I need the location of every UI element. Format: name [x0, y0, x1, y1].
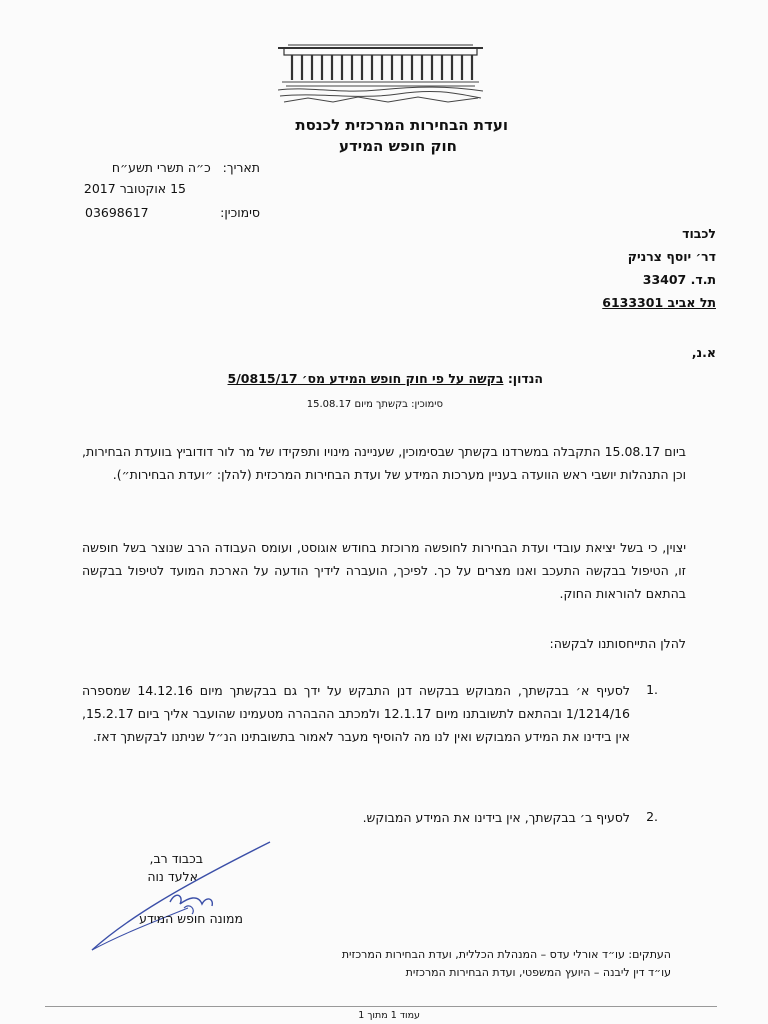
- subject-text: בקשה על פי חוק חופש המידע מס׳ 5/0815/17: [227, 371, 504, 386]
- cc-line-2: עו״ד דין ליבנה – היועץ המשפטי, ועדת הבחירות המרכזית: [405, 966, 671, 979]
- item-1-number: 1.: [646, 682, 658, 697]
- item-1-text: לסעיף א׳ בבקשתך, המבוקש בבקשה דנן התבקש על ידך גם בבקשתך מיום 14.12.16 שמספרה 1/1214/16 ובהתאם לתשובתנו מיום 12.1.17 ולמכתב ההבהרה מטעמינו שהועבר אליך ביום 15.2.17, אין בידינו את המידע המבוקש ואין לנו מה להוסיף מעבר לאמור בתשובתינו הנ״ל שניתנו לבקשתך דאז.: [82, 683, 630, 744]
- item-2-text: לסעיף ב׳ בבקשתך, אין בידינו את המידע המבוקש.: [362, 810, 630, 825]
- org-subtitle: חוק חופש המידע: [338, 137, 457, 155]
- signer-name: אלעד נוה: [147, 869, 198, 884]
- subject-line: [228, 371, 543, 386]
- date-hebrew-line: [112, 160, 260, 175]
- paragraph-2: יצוין, כי בשל יציאת עובדי ועדת הבחירות לחופשה מרוכזת בחודש אוגוסט, ועומס העבודה הרב שנוצר בשל חופשה זו, הטיפול בבקשה התעכב ואנו מצרים על כך. לפיכך, הועברה לידיך הודעה על הארכת המועד לטיפול בבקשה בהתאם להוראות החוק.: [82, 540, 686, 601]
- paragraph-1: ביום 15.08.17 התקבלה במשרדנו בקשתך שבסימוכין, שעניינה מינויו ותפקידו של מר לור דודוביץ בוועדת הבחירות, וכן התנהלות יושבי ראש הוועדה בעניין מערכות המידע של ועדת הבחירות המרכזית (להלן: ״ועדת הבחירות״).: [82, 444, 686, 482]
- signer-title: ממונה חופש המידע: [139, 911, 243, 926]
- reference-label: סימוכין:: [220, 205, 260, 220]
- date-gregorian: 15 אוקטובר 2017: [83, 181, 186, 196]
- recipient-city: תל אביב 6133301: [602, 295, 716, 310]
- recipient-pobox: ת.ד. 33407: [642, 272, 716, 287]
- salutation: א.נ,: [691, 345, 716, 360]
- date-label: תאריך:: [222, 160, 260, 175]
- cc-line-1: העתקים: עו״ד אורלי עדס – המנהלת הכללית, ועדת הבחירות המרכזית: [341, 948, 671, 961]
- reference-note: סימוכין: בקשתך מיום 15.08.17: [306, 399, 443, 410]
- subject-prefix: הנדון:: [507, 371, 543, 386]
- recipient-name: דר׳ יוסף צרניק: [627, 249, 716, 264]
- knesset-building-logo: [278, 36, 483, 104]
- date-hebrew: כ״ה תשרי תשע״ח: [111, 160, 211, 175]
- org-title: ועדת הבחירות המרכזית לכנסת: [295, 116, 508, 134]
- closing: בכבוד רב,: [149, 851, 203, 866]
- handwritten-signature: [88, 838, 278, 958]
- paragraph-3: להלן התייחסותנו לבקשה:: [549, 636, 686, 651]
- reference-number: 03698617: [85, 205, 149, 220]
- item-2-number: 2.: [646, 809, 658, 824]
- recipient-line-1: לכבוד: [682, 226, 716, 241]
- footer-divider: [45, 1006, 717, 1007]
- page-number: עמוד 1 מתוך 1: [358, 1010, 420, 1021]
